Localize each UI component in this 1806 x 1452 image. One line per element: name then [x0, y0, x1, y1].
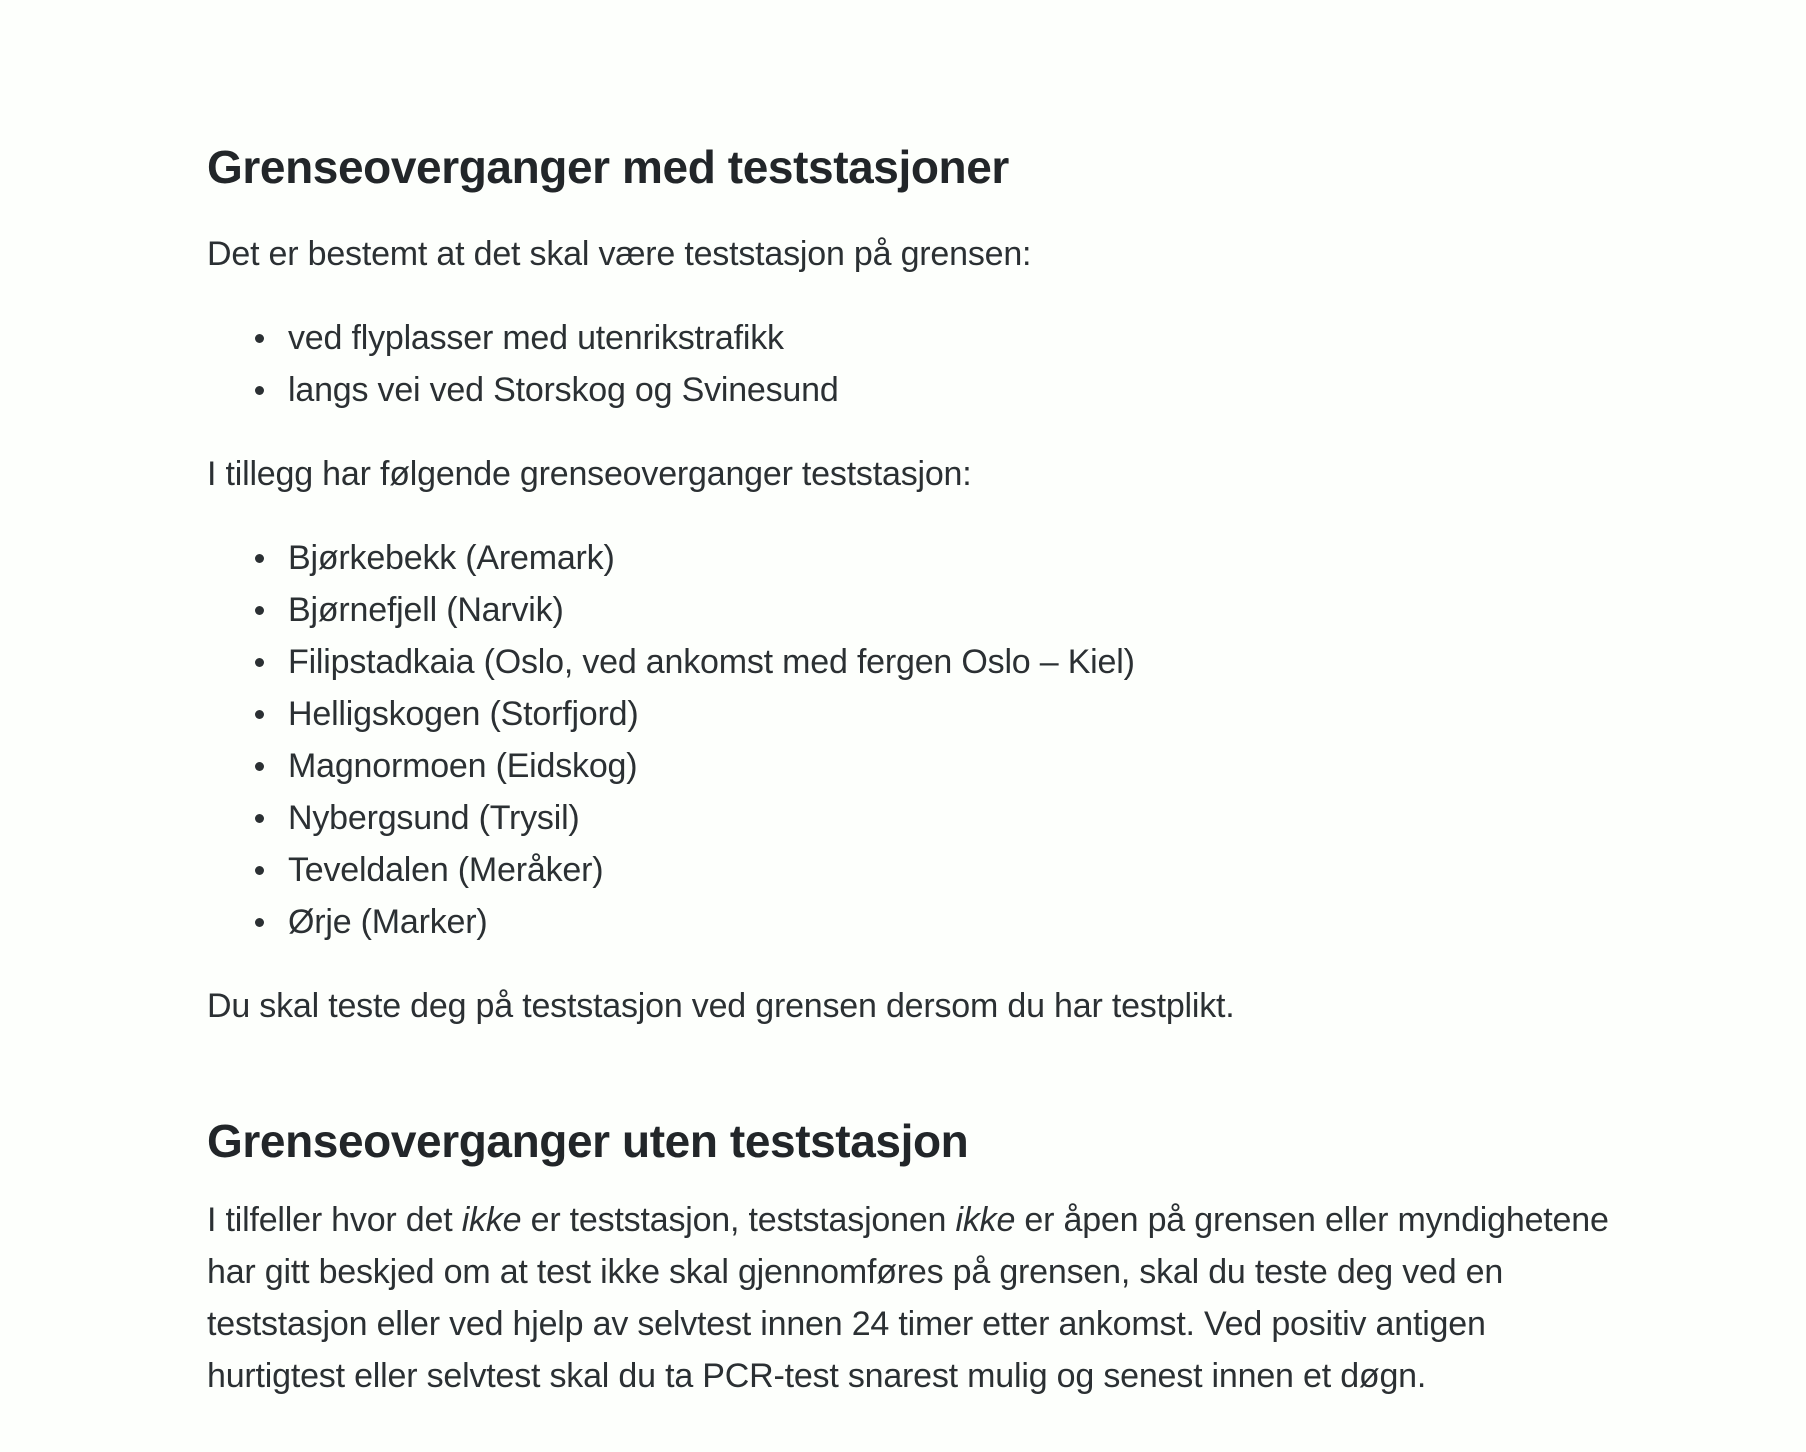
crossing-list-item: Ørje (Marker)	[288, 896, 1716, 948]
crossing-list-item: Teveldalen (Meråker)	[288, 844, 1716, 896]
text-run: er teststasjon, teststasjonen	[521, 1201, 956, 1239]
text-run: er åpen på grensen eller myndighetene	[1015, 1201, 1609, 1239]
paragraph-line	[207, 1350, 1716, 1402]
text-run: I tilfeller hvor det	[207, 1201, 462, 1239]
crossing-list-item: Filipstadkaia (Oslo, ved ankomst med fergen Oslo – Kiel)	[288, 636, 1716, 688]
body-paragraph	[207, 1194, 1716, 1402]
intro-paragraph: Det er bestemt at det skal være teststasjon på grensen:	[207, 235, 1032, 273]
crossing-list-item: Bjørnefjell (Narvik)	[288, 584, 1716, 636]
text-run: har gitt beskjed om at test ikke skal gjennomføres på grensen, skal du teste deg ved en	[207, 1253, 1504, 1291]
border-types-list	[207, 312, 1716, 416]
crossings-list	[207, 532, 1716, 948]
additional-intro-paragraph: I tillegg har følgende grenseoverganger teststasjon:	[207, 455, 972, 493]
paragraph-line	[207, 1246, 1716, 1298]
border-type-list-item: langs vei ved Storskog og Svinesund	[288, 364, 1716, 416]
section-with-teststations	[207, 138, 1716, 1032]
crossing-list-item: Helligskogen (Storfjord)	[288, 688, 1716, 740]
section-heading-without-teststation: Grenseoverganger uten teststasjon	[207, 1115, 969, 1167]
crossing-list-item: Magnormoen (Eidskog)	[288, 740, 1716, 792]
italic-text-run: ikke	[955, 1201, 1016, 1239]
paragraph-line	[207, 1194, 1716, 1246]
paragraph-line	[207, 1298, 1716, 1350]
crossing-list-item: Nybergsund (Trysil)	[288, 792, 1716, 844]
crossing-list-item: Bjørkebekk (Aremark)	[288, 532, 1716, 584]
italic-text-run: ikke	[461, 1201, 522, 1239]
section-heading-with-teststations: Grenseoverganger med teststasjoner	[207, 141, 1009, 193]
border-type-list-item: ved flyplasser med utenrikstrafikk	[288, 312, 1716, 364]
text-run: hurtigtest eller selvtest skal du ta PCR-test snarest mulig og senest innen et døgn.	[207, 1357, 1427, 1395]
section-without-teststation	[207, 1112, 1716, 1402]
outro-paragraph: Du skal teste deg på teststasjon ved grensen dersom du har testplikt.	[207, 987, 1235, 1025]
text-run: teststasjon eller ved hjelp av selvtest innen 24 timer etter ankomst. Ved positiv antigen	[207, 1305, 1486, 1343]
